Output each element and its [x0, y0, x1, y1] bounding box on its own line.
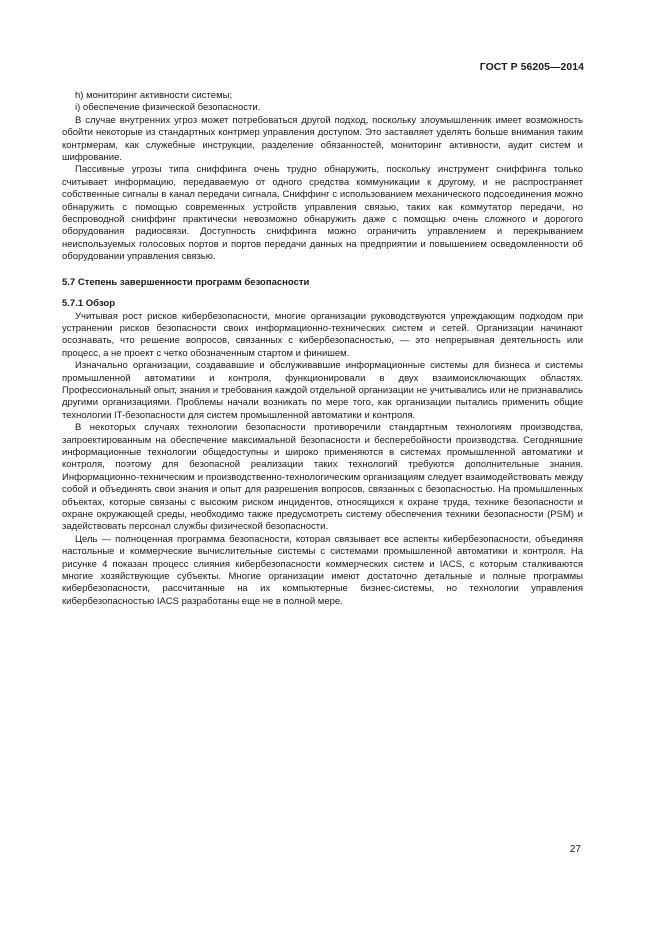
paragraph: Цель — полноценная программа безопасности, которая связывает все аспекты кибербезопасности, объединяя настольные и коммерческие вычислительные системы с системами промышленной автоматики и контроля. На рисунке 4 показан процесс слияния кибербезопасности коммерческих систем и IACS, с которым сталкиваются многие хозяйствующие субъекты. Многие организации имеют достаточно детальные и полные программы кибербезопасности, рассчитанные на их компьютерные бизнес-системы, но технологии управления кибербезопасностью IACS разработаны еще не в полной мере.: [62, 533, 583, 607]
section-heading: 5.7 Степень завершенности программ безопасности: [62, 276, 310, 288]
page-content: [62, 90, 583, 608]
document-id-header: ГОСТ Р 56205—2014: [479, 62, 584, 73]
paragraph: В случае внутренних угроз может потребоваться другой подход, поскольку злоумышленник имеет возможность обойти некоторые из стандартных контрмер управления доступом. Это заставляет уделять больше внимания таким контрмерам, как служебные инструкции, разделение обязанностей, мониторинг активности, аудит систем и шифрование.: [62, 114, 583, 164]
paragraph: Изначально организации, создававшие и обслуживавшие информационные системы для бизнеса и системы промышленной автоматики и контроля, функционировали в двух взаимоисключающих областях. Профессиональный опыт, знания и требования каждой отдельной организации не учитывались или не признавались другими организациями. Проблемы начали возникать по мере того, как организации пытались применить общие технологии IT-безопасности для систем промышленной автоматики и контроля.: [62, 360, 583, 421]
list-item: i) обеспечение физической безопасности.: [75, 102, 261, 114]
subsection-heading: 5.7.1 Обзор: [62, 298, 115, 310]
list-item: h) мониторинг активности системы;: [75, 90, 233, 101]
paragraph: Пассивные угрозы типа сниффинга очень трудно обнаружить, поскольку инструмент сниффинга только считывает информацию, передаваемую от одного средства коммуникации к другому, и не распространяет собственные сигналы в канал передачи сигнала. Сниффинг с использованием механического подсоединения можно обнаружить с помощью современных устройств управления связью, таких как коммутатор передачи, но беспроводной сниффинг практически невозможно обнаружить даже с помощью очень сложного и дорогого оборудования радиосвязи. Доступность сниффинга можно ограничить управлением и перекрыванием неиспользуемых голосовых портов и портов передачи данных на предприятии и повышением осведомленности об оборудовании управления связью.: [62, 164, 583, 263]
paragraph: В некоторых случаях технологии безопасности противоречили стандартным технологиям производства, запроектированным на обеспечение максимальной безопасности и бесперебойности производства. Сегодняшние информационные технологии общедоступны и широко применяются в системах промышленной автоматики и контроля, поэтому для безопасной реализации таких технологий требуются дополнительные знания. Информационно-техническим и производственно-технологическим организациям следует взаимодействовать между собой и объединять свои знания и опыт для разрешения вопросов, связанных с безопасностью. На промышленных объектах, которые связаны с высоким риском инцидентов, относящихся к охране труда, технике безопасности и охране окружающей среды, необходимо также предусмотреть систему обеспечения техники безопасности (PSM) и задействовать персонал службы физической безопасности.: [62, 422, 583, 533]
paragraph: Учитывая рост рисков кибербезопасности, многие организации руководствуются упреждающим подходом при устранении рисков безопасности своих информационно-технических систем и сетей. Организации начинают осознавать, что решение вопросов, связанных с кибербезопасностью, — это непрерывная деятельность или процесс, а не проект с четко обозначенным стартом и финишем.: [62, 310, 583, 359]
page-number: 27: [569, 844, 581, 855]
